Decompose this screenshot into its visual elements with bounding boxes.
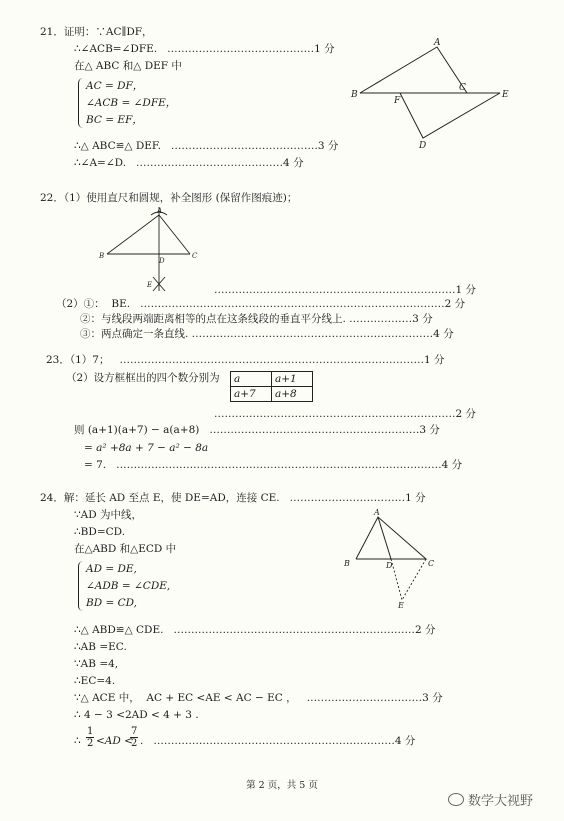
q24-fraction-seven-half: $\frac{7}{2}$ <box>131 726 138 749</box>
q21-line3: 在△ ABC 和△ DEF 中 <box>74 60 182 72</box>
q21-label-c: C <box>459 83 466 93</box>
q22-figure <box>95 205 205 295</box>
q21-cond3: BC = EF， <box>86 114 143 126</box>
q23-box-cell: a+7 <box>231 387 272 402</box>
q24-line8: ∴EC=4. <box>74 675 116 687</box>
q24-line1: 24．解：延长 AD 至点 E，使 DE=AD，连接 CE. ……………………………1 分 <box>40 492 426 504</box>
q23-line1: 23．（1）7； ……………………………………………………………………………1 分 <box>46 354 445 366</box>
q23-line4: 则 (a+1)(a+7) − a(a+8) ……………………………………………………3 分 <box>74 424 440 436</box>
q24-line2: ∵AD 为中线， <box>74 509 143 521</box>
q23-box-cell: a+8 <box>272 387 313 402</box>
q21-line5: ∴∠A=∠D. ……………………………………4 分 <box>74 157 304 169</box>
q21-label-a: A <box>434 38 441 48</box>
q23-line6: = 7. …………………………………………………………………………………4 分 <box>84 459 463 471</box>
q24-line5: ∴△ ABD≌△ CDE. ……………………………………………………………2 分 <box>74 624 436 636</box>
q23-line5: = a² +8a + 7 − a² − 8a <box>84 442 209 454</box>
q22-line1: 22．（1）使用直尺和圆规，补全图形 (保留作图痕迹)； <box>40 192 298 204</box>
q22-label-b: B <box>99 252 105 260</box>
q24-line11-end: . ……………………………………………………………4 分 <box>140 735 416 747</box>
q21-label-b: B <box>351 90 358 100</box>
watermark-text: 数学大视野 <box>468 794 534 809</box>
q24-fraction-one-half: $\frac{1}{2}$ <box>87 726 94 749</box>
q24-cond1: AD = DE, <box>86 563 137 575</box>
q24-label-b: B <box>344 559 350 568</box>
q23-line3: ……………………………………………………………2 分 <box>214 408 477 420</box>
wechat-icon <box>448 793 464 806</box>
q21-brace <box>78 78 85 128</box>
q23-box-cell: a+1 <box>272 372 313 387</box>
q24-label-e: E <box>398 601 404 610</box>
q24-line6: ∴AB =EC. <box>74 641 127 653</box>
q22-label-c: C <box>192 252 198 260</box>
q24-brace <box>78 561 85 611</box>
q24-cond3: BD = CD, <box>86 597 138 609</box>
q24-label-a: A <box>374 508 380 517</box>
q24-line11-prefix: ∴ <box>74 735 81 747</box>
q21-figure <box>345 35 515 150</box>
q24-line10: ∴ 4 − 3 <2AD < 4 + 3 . <box>74 709 199 721</box>
q24-line4: 在△ABD 和△ECD 中 <box>74 543 177 555</box>
q22-line2: ……………………………………………………………1 分 <box>214 284 477 296</box>
q23-number-box <box>230 371 313 402</box>
q24-label-c: C <box>428 559 435 568</box>
q21-label-e: E <box>502 90 509 100</box>
q22-label-a: A <box>157 207 163 215</box>
q21-line2: ∴∠ACB=∠DFE. ……………………………………1 分 <box>74 43 335 55</box>
q21-cond2: ∠ACB = ∠DFE， <box>86 97 177 109</box>
q21-label-f: F <box>394 96 401 106</box>
q22-line3: （2）①： BE. ……………………………………………………………………………2 分 <box>56 298 466 310</box>
q22-label-d: D <box>159 257 165 265</box>
q24-line7: ∵AB =4, <box>74 658 119 670</box>
watermark <box>448 790 533 809</box>
q24-line11-mid: <AD < <box>96 735 133 747</box>
q21-line1: 21．证明：∵AC∥DF， <box>40 26 153 38</box>
q24-figure <box>338 505 448 610</box>
q22-label-e: E <box>147 281 153 289</box>
q21-label-d: D <box>419 141 427 150</box>
q22-line4: ②：与线段两端距离相等的点在这条线段的垂直平分线上. ………………3 分 <box>80 313 433 325</box>
q21-cond1: AC = DF， <box>86 80 144 92</box>
q24-cond2: ∠ADB = ∠CDE, <box>86 580 171 592</box>
q23-box-cell: a <box>231 372 272 387</box>
q24-line9: ∵△ ACE 中， AC + EC <AE < AC − EC ， ……………………………3 分 <box>74 692 443 704</box>
q23-line2: （2）设方框框出的四个数分别为 <box>66 372 220 384</box>
q24-line3: ∴BD=CD. <box>74 526 126 538</box>
page-footer: 第 2 页，共 5 页 <box>246 780 318 791</box>
q24-label-d: D <box>386 561 393 570</box>
q22-line5: ③：两点确定一条直线. ……………………………………………………………4 分 <box>80 328 454 340</box>
q21-line4: ∴△ ABC≌△ DEF. ……………………………………3 分 <box>74 140 339 152</box>
